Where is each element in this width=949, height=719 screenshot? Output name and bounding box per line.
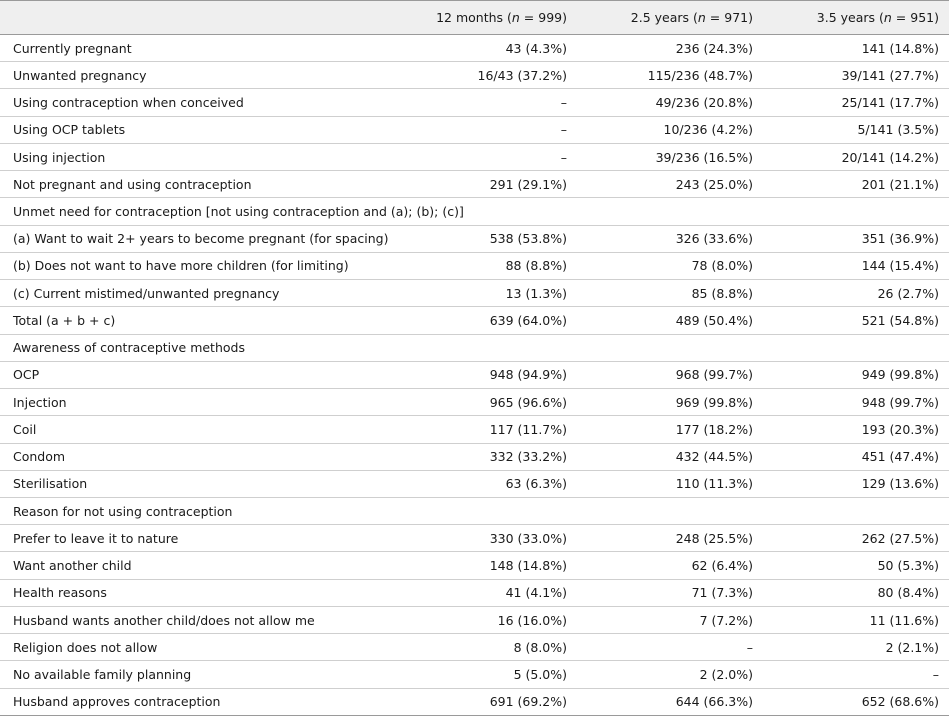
row-label: Not pregnant and using contraception — [0, 171, 383, 198]
row-value: 5/141 (3.5%) — [763, 116, 949, 143]
table-row — [0, 579, 949, 606]
row-label: (b) Does not want to have more children (for limiting) — [0, 252, 383, 279]
row-value: 80 (8.4%) — [763, 579, 949, 606]
row-value: 141 (14.8%) — [763, 35, 949, 62]
row-value: 7 (7.2%) — [577, 606, 763, 633]
table-row — [0, 525, 949, 552]
row-value: 291 (29.1%) — [383, 171, 577, 198]
row-value: 2 (2.0%) — [577, 661, 763, 688]
row-value: 117 (11.7%) — [383, 416, 577, 443]
header-blank — [0, 1, 383, 35]
row-value: – — [383, 89, 577, 116]
row-value: 248 (25.5%) — [577, 525, 763, 552]
row-value: 489 (50.4%) — [577, 307, 763, 334]
row-value: 39/236 (16.5%) — [577, 143, 763, 170]
row-value: 110 (11.3%) — [577, 470, 763, 497]
row-value: 521 (54.8%) — [763, 307, 949, 334]
table-row — [0, 280, 949, 307]
row-value: 432 (44.5%) — [577, 443, 763, 470]
row-label: Using injection — [0, 143, 383, 170]
row-label: Currently pregnant — [0, 35, 383, 62]
row-value: 2 (2.1%) — [763, 634, 949, 661]
row-value — [763, 334, 949, 361]
table-row — [0, 389, 949, 416]
row-value: 965 (96.6%) — [383, 389, 577, 416]
table-row — [0, 334, 949, 361]
row-value: 144 (15.4%) — [763, 252, 949, 279]
row-value: 243 (25.0%) — [577, 171, 763, 198]
row-value: 115/236 (48.7%) — [577, 62, 763, 89]
row-value: 948 (99.7%) — [763, 389, 949, 416]
row-label: Prefer to leave it to nature — [0, 525, 383, 552]
row-value: 10/236 (4.2%) — [577, 116, 763, 143]
row-label: Religion does not allow — [0, 634, 383, 661]
row-label: Reason for not using contraception — [0, 497, 383, 524]
row-label: Want another child — [0, 552, 383, 579]
row-value: 351 (36.9%) — [763, 225, 949, 252]
row-value: 16 (16.0%) — [383, 606, 577, 633]
row-label: Husband wants another child/does not allow me — [0, 606, 383, 633]
header-row — [0, 1, 949, 35]
row-value: 63 (6.3%) — [383, 470, 577, 497]
row-value — [577, 198, 763, 225]
row-value: 85 (8.8%) — [577, 280, 763, 307]
row-value: 201 (21.1%) — [763, 171, 949, 198]
row-value: 968 (99.7%) — [577, 361, 763, 388]
row-label: Injection — [0, 389, 383, 416]
row-label: Condom — [0, 443, 383, 470]
row-value: – — [577, 634, 763, 661]
row-value: 948 (94.9%) — [383, 361, 577, 388]
table-row — [0, 470, 949, 497]
row-value: 332 (33.2%) — [383, 443, 577, 470]
row-label: Using OCP tablets — [0, 116, 383, 143]
row-value: 20/141 (14.2%) — [763, 143, 949, 170]
row-value — [577, 497, 763, 524]
row-value: 50 (5.3%) — [763, 552, 949, 579]
row-value: 25/141 (17.7%) — [763, 89, 949, 116]
row-label: Unmet need for contraception [not using contraception and (a); (b); (c)] — [0, 198, 383, 225]
row-value — [763, 497, 949, 524]
header-2-5-years: 2.5 years (n = 971) — [577, 1, 763, 35]
row-value: 177 (18.2%) — [577, 416, 763, 443]
row-label: (c) Current mistimed/unwanted pregnancy — [0, 280, 383, 307]
row-value: 8 (8.0%) — [383, 634, 577, 661]
row-value: 193 (20.3%) — [763, 416, 949, 443]
row-value: 451 (47.4%) — [763, 443, 949, 470]
table-row — [0, 198, 949, 225]
row-value: 326 (33.6%) — [577, 225, 763, 252]
table-row — [0, 634, 949, 661]
row-value: 538 (53.8%) — [383, 225, 577, 252]
row-value: 39/141 (27.7%) — [763, 62, 949, 89]
row-label: Awareness of contraceptive methods — [0, 334, 383, 361]
table-row — [0, 116, 949, 143]
table-row — [0, 143, 949, 170]
table-row — [0, 661, 949, 688]
table-row — [0, 307, 949, 334]
table-row — [0, 35, 949, 62]
row-value: 41 (4.1%) — [383, 579, 577, 606]
row-value: 644 (66.3%) — [577, 688, 763, 715]
row-value: 88 (8.8%) — [383, 252, 577, 279]
row-value: 62 (6.4%) — [577, 552, 763, 579]
row-label: Unwanted pregnancy — [0, 62, 383, 89]
table-row — [0, 171, 949, 198]
row-value: – — [763, 661, 949, 688]
table-row — [0, 552, 949, 579]
row-value: 652 (68.6%) — [763, 688, 949, 715]
row-value: 262 (27.5%) — [763, 525, 949, 552]
table-row — [0, 443, 949, 470]
row-value: 969 (99.8%) — [577, 389, 763, 416]
table-row — [0, 688, 949, 715]
row-value — [577, 334, 763, 361]
header-12-months: 12 months (n = 999) — [383, 1, 577, 35]
row-value: – — [383, 116, 577, 143]
table-row — [0, 416, 949, 443]
table-row — [0, 252, 949, 279]
table-row — [0, 497, 949, 524]
row-value: 11 (11.6%) — [763, 606, 949, 633]
row-value: 129 (13.6%) — [763, 470, 949, 497]
row-label: (a) Want to wait 2+ years to become pregnant (for spacing) — [0, 225, 383, 252]
header-3-5-years: 3.5 years (n = 951) — [763, 1, 949, 35]
row-value: 13 (1.3%) — [383, 280, 577, 307]
row-value: 148 (14.8%) — [383, 552, 577, 579]
row-value: 16/43 (37.2%) — [383, 62, 577, 89]
row-label: No available family planning — [0, 661, 383, 688]
row-value — [383, 334, 577, 361]
row-value: 691 (69.2%) — [383, 688, 577, 715]
row-value: 236 (24.3%) — [577, 35, 763, 62]
row-value: 71 (7.3%) — [577, 579, 763, 606]
row-value: 78 (8.0%) — [577, 252, 763, 279]
row-value: 26 (2.7%) — [763, 280, 949, 307]
row-value — [383, 497, 577, 524]
row-label: Using contraception when conceived — [0, 89, 383, 116]
row-value: – — [383, 143, 577, 170]
row-label: OCP — [0, 361, 383, 388]
row-label: Total (a + b + c) — [0, 307, 383, 334]
table-row — [0, 225, 949, 252]
row-value: 639 (64.0%) — [383, 307, 577, 334]
row-label: Husband approves contraception — [0, 688, 383, 715]
row-label: Sterilisation — [0, 470, 383, 497]
row-value: 5 (5.0%) — [383, 661, 577, 688]
row-value: 330 (33.0%) — [383, 525, 577, 552]
row-value: 43 (4.3%) — [383, 35, 577, 62]
row-value: 949 (99.8%) — [763, 361, 949, 388]
row-label: Coil — [0, 416, 383, 443]
table-row — [0, 89, 949, 116]
table-row — [0, 606, 949, 633]
row-value — [763, 198, 949, 225]
row-value: 49/236 (20.8%) — [577, 89, 763, 116]
table-row — [0, 361, 949, 388]
row-label: Health reasons — [0, 579, 383, 606]
table-row — [0, 62, 949, 89]
